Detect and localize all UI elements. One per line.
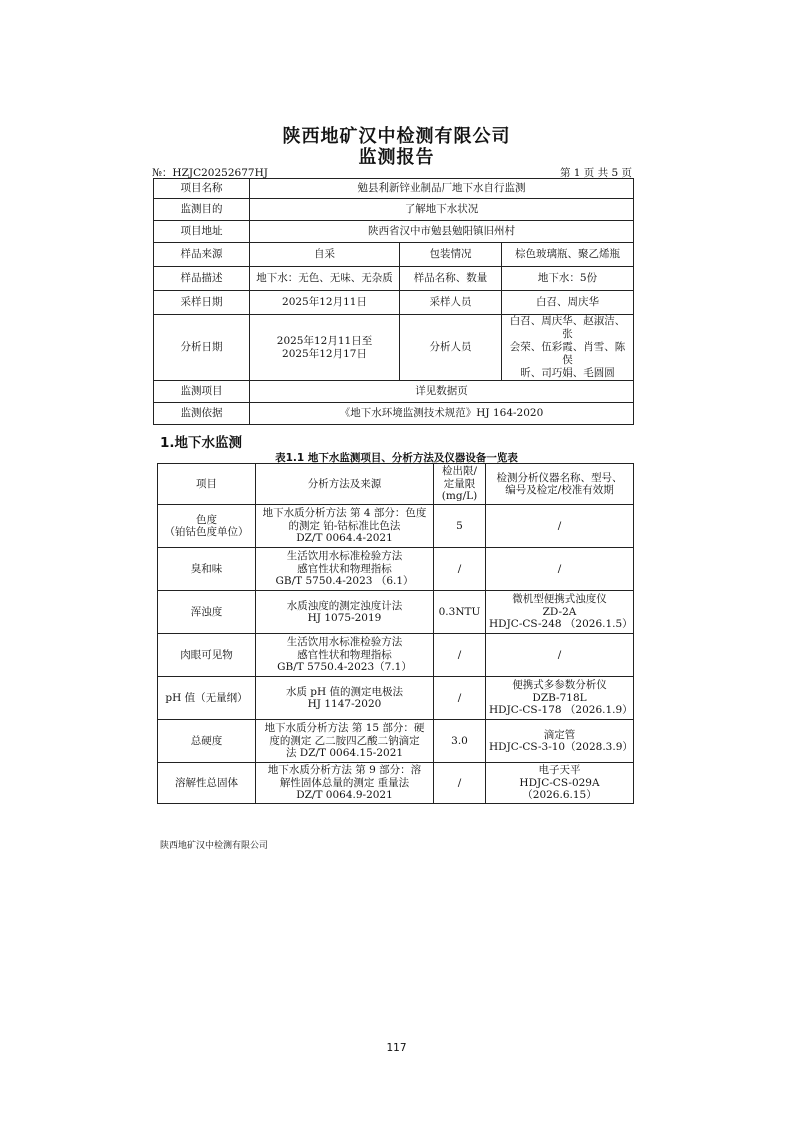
info-label: 分析日期 xyxy=(154,315,250,381)
info-label: 样品来源 xyxy=(154,243,250,267)
row-limit: / xyxy=(434,677,486,720)
row-instrument: / xyxy=(486,548,634,591)
row-instrument: / xyxy=(486,634,634,677)
table-row xyxy=(158,548,634,591)
row-item: pH 值（无量纲） xyxy=(158,677,256,720)
table-row xyxy=(158,505,634,548)
table-row xyxy=(158,763,634,804)
report-number: №：HZJC20252677HJ xyxy=(152,167,268,179)
company-title: 陕西地矿汉中检测有限公司 xyxy=(282,126,511,147)
table-row xyxy=(154,315,634,381)
row-limit: / xyxy=(434,634,486,677)
section-title: 1.地下水监测 xyxy=(160,435,243,451)
info-label: 监测项目 xyxy=(154,381,250,403)
header-item: 项目 xyxy=(158,464,256,505)
row-instrument: / xyxy=(486,505,634,548)
table-row xyxy=(154,381,634,403)
analysis-date-value: 2025年12月11日至 2025年12月17日 xyxy=(250,315,400,381)
table-header-row xyxy=(158,464,634,505)
info-value: 陕西省汉中市勉县勉阳镇旧州村 xyxy=(250,221,634,243)
table-row xyxy=(154,199,634,221)
info-value: 2025年12月11日 xyxy=(250,291,400,315)
info-label: 项目名称 xyxy=(154,179,250,199)
info-value: 《地下水环境监测技术规范》HJ 164-2020 xyxy=(250,403,634,425)
header-limit: 检出限/ 定量限 (mg/L) xyxy=(434,464,486,505)
row-item: 浑浊度 xyxy=(158,591,256,634)
row-method: 地下水质分析方法 第 4 部分：色度 的测定 铂-钴标准比色法 DZ/T 0064.4-2021 xyxy=(256,505,434,548)
row-method: 地下水质分析方法 第 15 部分：硬 度的测定 乙二胺四乙酸二钠滴定 法 DZ/T 0064.15-2021 xyxy=(256,720,434,763)
info-value: 地下水：5份 xyxy=(502,267,634,291)
row-item: 色度 （铂钴色度单位） xyxy=(158,505,256,548)
row-item: 溶解性总固体 xyxy=(158,763,256,804)
row-limit: / xyxy=(434,548,486,591)
report-meta xyxy=(152,165,632,179)
row-item: 总硬度 xyxy=(158,720,256,763)
row-method: 生活饮用水标准检验方法 感官性状和物理指标 GB/T 5750.4-2023（7.1） xyxy=(256,634,434,677)
row-instrument: 便携式多参数分析仪 DZB-718L HDJC-CS-178 （2026.1.9） xyxy=(486,677,634,720)
row-method: 水质浊度的测定浊度计法 HJ 1075-2019 xyxy=(256,591,434,634)
row-limit: 5 xyxy=(434,505,486,548)
info-value: 白召、周庆华 xyxy=(502,291,634,315)
header-instrument: 检测分析仪器名称、型号、 编号及检定/校准有效期 xyxy=(486,464,634,505)
info-value: 详见数据页 xyxy=(250,381,634,403)
row-limit: 3.0 xyxy=(434,720,486,763)
info-label: 项目地址 xyxy=(154,221,250,243)
info-value: 了解地下水状况 xyxy=(250,199,634,221)
info-label: 样品名称、数量 xyxy=(400,267,502,291)
row-item: 肉眼可见物 xyxy=(158,634,256,677)
table-row xyxy=(158,720,634,763)
row-limit: 0.3NTU xyxy=(434,591,486,634)
row-method: 地下水质分析方法 第 9 部分：溶 解性固体总量的测定 重量法 DZ/T 0064.9-2021 xyxy=(256,763,434,804)
table-row xyxy=(154,221,634,243)
row-method: 水质 pH 值的测定电极法 HJ 1147-2020 xyxy=(256,677,434,720)
info-label: 监测依据 xyxy=(154,403,250,425)
table-row xyxy=(158,634,634,677)
info-value: 自采 xyxy=(250,243,400,267)
analysts-value: 白召、周庆华、赵淑洁、张 会荣、伍彩霞、肖雪、陈俣 昕、司巧娟、毛圆圆 xyxy=(502,315,634,381)
table-row xyxy=(154,267,634,291)
row-instrument: 微机型便携式浊度仪 ZD-2A HDJC-CS-248 （2026.1.5） xyxy=(486,591,634,634)
info-label: 监测目的 xyxy=(154,199,250,221)
info-label: 样品描述 xyxy=(154,267,250,291)
table-row xyxy=(154,179,634,199)
page-number: 117 xyxy=(386,1042,407,1054)
table-row xyxy=(154,291,634,315)
table-row xyxy=(158,591,634,634)
info-label: 包装情况 xyxy=(400,243,502,267)
info-value: 棕色玻璃瓶、聚乙烯瓶 xyxy=(502,243,634,267)
row-item: 臭和味 xyxy=(158,548,256,591)
info-value: 地下水：无色、无味、无杂质 xyxy=(250,267,400,291)
table-row xyxy=(154,243,634,267)
table-row xyxy=(154,403,634,425)
table-row xyxy=(158,677,634,720)
footer-company: 陕西地矿汉中检测有限公司 xyxy=(160,841,269,851)
info-value: 勉县利新锌业制品厂地下水自行监测 xyxy=(250,179,634,199)
header-method: 分析方法及来源 xyxy=(256,464,434,505)
info-label: 采样日期 xyxy=(154,291,250,315)
row-method: 生活饮用水标准检验方法 感官性状和物理指标 GB/T 5750.4-2023 （6.1） xyxy=(256,548,434,591)
info-label: 分析人员 xyxy=(400,315,502,381)
row-instrument: 滴定管 HDJC-CS-3-10（2028.3.9） xyxy=(486,720,634,763)
info-label: 采样人员 xyxy=(400,291,502,315)
report-title: 监测报告 xyxy=(358,147,435,168)
method-table xyxy=(157,463,634,804)
table-caption: 表1.1 地下水监测项目、分析方法及仪器设备一览表 xyxy=(275,452,518,464)
info-table xyxy=(153,178,634,425)
row-limit: / xyxy=(434,763,486,804)
page-info: 第 1 页 共 5 页 xyxy=(559,167,632,179)
row-instrument: 电子天平 HDJC-CS-029A （2026.6.15） xyxy=(486,763,634,804)
